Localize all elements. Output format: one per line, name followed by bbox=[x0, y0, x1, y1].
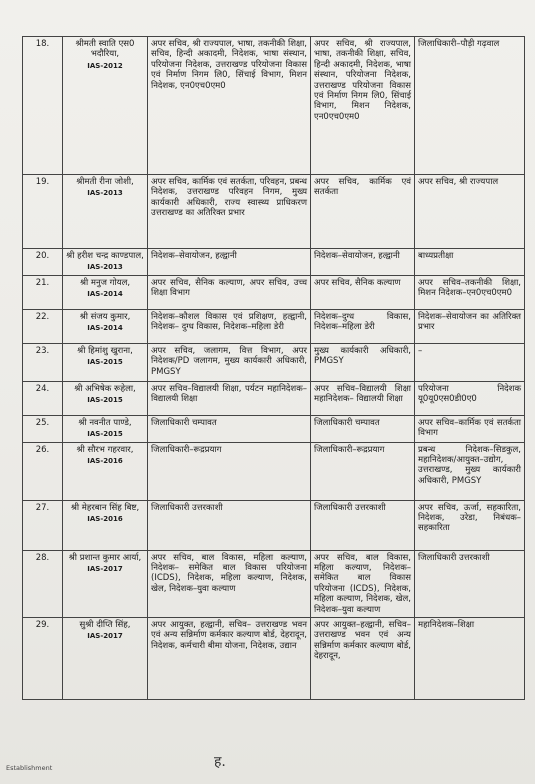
serial-number-cell: 24. bbox=[23, 381, 63, 415]
previous-posting-cell: निदेशक–कौशल विकास एवं प्रशिक्षण, हल्द्वानी, निदेशक– दुग्ध विकास, निदेशक–महिला डेरी bbox=[148, 309, 311, 343]
serial-number-cell: 22. bbox=[23, 309, 63, 343]
serial-number-cell: 20. bbox=[23, 249, 63, 276]
previous-posting-cell: अपर सचिव, बाल विकास, महिला कल्याण, निदेशक– समेकित बाल विकास परियोजना (ICDS), निदेशक, महिला कल्याण, निदेशक, खेल, निदेशक–युवा कल्याण bbox=[148, 550, 311, 617]
current-posting-cell: जिलाधिकारी उत्तरकाशी bbox=[311, 500, 415, 550]
serial-number-cell: 27. bbox=[23, 500, 63, 550]
officer-name-cell bbox=[63, 343, 148, 381]
table-row bbox=[23, 415, 525, 442]
officer-name-cell bbox=[63, 309, 148, 343]
table-row bbox=[23, 500, 525, 550]
officer-name: श्री अभिषेक रूहेला, bbox=[74, 383, 136, 394]
officer-name: श्री संजय कुमार, bbox=[79, 311, 131, 322]
serial-number-cell: 18. bbox=[23, 37, 63, 175]
officer-batch: IAS-2013 bbox=[87, 263, 123, 272]
previous-posting-cell: जिलाधिकारी–रूद्रप्रयाग bbox=[148, 442, 311, 500]
officer-batch: IAS-2016 bbox=[87, 515, 123, 524]
previous-posting-cell: जिलाधिकारी उत्तरकाशी bbox=[148, 500, 311, 550]
officer-name-cell bbox=[63, 442, 148, 500]
previous-posting-cell: अपर सचिव, कार्मिक एवं सतर्कता, परिवहन, प्रबन्ध निदेशक, उत्तराखण्ड परिवहन निगम, मुख्य कार्यकारी अधिकारी, राज्य स्वास्थ्य प्राधिकरण उत्तराखण्ड का अतिरिक्त प्रभार bbox=[148, 175, 311, 249]
current-posting-cell: जिलाधिकारी–रूद्रप्रयाग bbox=[311, 442, 415, 500]
signature-mark: ह. bbox=[214, 754, 226, 770]
serial-number-cell: 26. bbox=[23, 442, 63, 500]
table-row bbox=[23, 442, 525, 500]
officer-batch: IAS-2014 bbox=[87, 324, 123, 333]
officer-name-cell bbox=[63, 249, 148, 276]
current-posting-cell: अपर सचिव, बाल विकास, महिला कल्याण, निदेशक–समेकित बाल विकास परियोजना (ICDS), निदेशक, महिला कल्याण, निदेशक, खेल, निदेशक–युवा कल्याण bbox=[311, 550, 415, 617]
officer-name-cell bbox=[63, 415, 148, 442]
footer-label: Establishment bbox=[6, 764, 53, 772]
officer-batch: IAS-2017 bbox=[87, 632, 123, 641]
new-posting-cell: महानिदेशक–शिक्षा bbox=[415, 618, 525, 700]
new-posting-cell: – bbox=[415, 343, 525, 381]
previous-posting-cell: अपर सचिव, श्री राज्यपाल, भाषा, तकनीकी शिक्षा, सचिव, हिन्दी अकादमी, निदेशक, भाषा संस्थान, परियोजना निदेशक, उत्तराखण्ड परियोजना विकास एवं निर्माण निगम लि0, सिंचाई विभाग, मिशन निदेशक, एन0एच0एम0 bbox=[148, 37, 311, 175]
table-row bbox=[23, 618, 525, 700]
new-posting-cell: जिलाधिकारी–पौड़ी गढ़वाल bbox=[415, 37, 525, 175]
officer-name: श्री मनुज गोयल, bbox=[79, 277, 131, 288]
officer-name: श्रीमती स्वाति एस0 भदौरिया, bbox=[75, 39, 135, 60]
table-row bbox=[23, 381, 525, 415]
officer-name: श्री हिमांशु खुराना, bbox=[77, 345, 133, 356]
serial-number-cell: 25. bbox=[23, 415, 63, 442]
table-row bbox=[23, 37, 525, 175]
table-row bbox=[23, 249, 525, 276]
officer-batch: IAS-2017 bbox=[87, 565, 123, 574]
officer-name: श्री प्रशान्त कुमार आर्या, bbox=[68, 552, 142, 563]
new-posting-cell: परियोजना निदेशक यू0यू0एस0डी0ए0 bbox=[415, 381, 525, 415]
new-posting-cell: अपर सचिव–तकनीकी शिक्षा, मिशन निदेशक–एन0एच0एम0 bbox=[415, 275, 525, 309]
officer-batch: IAS-2015 bbox=[87, 396, 123, 405]
new-posting-cell: अपर सचिव–कार्मिक एवं सतर्कता विभाग bbox=[415, 415, 525, 442]
serial-number-cell: 21. bbox=[23, 275, 63, 309]
officer-name: श्री सौरभ गहरवार, bbox=[76, 444, 134, 455]
officer-name-cell bbox=[63, 618, 148, 700]
previous-posting-cell: जिलाधिकारी चम्पावत bbox=[148, 415, 311, 442]
current-posting-cell: निदेशक–दुग्ध विकास, निदेशक–महिला डेरी bbox=[311, 309, 415, 343]
current-posting-cell: अपर सचिव, कार्मिक एवं सतर्कता bbox=[311, 175, 415, 249]
new-posting-cell: अपर सचिव, ऊर्जा, सहकारिता, निदेशक, उरेडा, निबंधक–सहकारिता bbox=[415, 500, 525, 550]
current-posting-cell: अपर सचिव–विद्यालयी शिक्षा महानिदेशक– विद्यालयी शिक्षा bbox=[311, 381, 415, 415]
current-posting-cell: अपर सचिव, श्री राज्यपाल, भाषा, तकनीकी शिक्षा, सचिव, हिन्दी अकादमी, निदेशक, भाषा संस्थान, परियोजना निदेशक, उत्तराखण्ड परियोजना विकास एवं निर्माण निगम लि0, सिंचाई विभाग, मिशन निदेशक, एन0एच0एम0 bbox=[311, 37, 415, 175]
new-posting-cell: अपर सचिव, श्री राज्यपाल bbox=[415, 175, 525, 249]
officer-name-cell bbox=[63, 37, 148, 175]
table-row bbox=[23, 275, 525, 309]
officer-name-cell bbox=[63, 275, 148, 309]
new-posting-cell: निदेशक–सेवायोजन का अतिरिक्त प्रभार bbox=[415, 309, 525, 343]
table-body bbox=[23, 37, 525, 700]
officer-batch: IAS-2014 bbox=[87, 290, 123, 299]
officer-batch: IAS-2016 bbox=[87, 457, 123, 466]
officer-name-cell bbox=[63, 381, 148, 415]
officer-name: श्री मेहरबान सिंह बिष्ट, bbox=[70, 502, 140, 513]
current-posting-cell: निदेशक–सेवायोजन, हल्द्वानी bbox=[311, 249, 415, 276]
previous-posting-cell: अपर सचिव, जलागम, वित्त विभाग, अपर निदेशक/PD जलागम, मुख्य कार्यकारी अधिकारी, PMGSY bbox=[148, 343, 311, 381]
table-row bbox=[23, 343, 525, 381]
serial-number-cell: 28. bbox=[23, 550, 63, 617]
current-posting-cell: अपर आयुक्त–हल्द्वानी, सचिव–उत्तराखण्ड भवन एवं अन्य सन्निर्माण कर्मकार कल्याण बोर्ड, देहरादून, bbox=[311, 618, 415, 700]
serial-number-cell: 23. bbox=[23, 343, 63, 381]
table-row bbox=[23, 309, 525, 343]
current-posting-cell: मुख्य कार्यकारी अधिकारी, PMGSY bbox=[311, 343, 415, 381]
officer-batch: IAS-2015 bbox=[87, 430, 123, 439]
officer-name-cell bbox=[63, 550, 148, 617]
previous-posting-cell: निदेशक–सेवायोजन, हल्द्वानी bbox=[148, 249, 311, 276]
previous-posting-cell: अपर सचिव, सैनिक कल्याण, अपर सचिव, उच्च शिक्षा विभाग bbox=[148, 275, 311, 309]
table-row bbox=[23, 550, 525, 617]
previous-posting-cell: अपर सचिव–विद्यालयी शिक्षा, पर्यटन महानिदेशक– विद्यालयी शिक्षा bbox=[148, 381, 311, 415]
officer-batch: IAS-2015 bbox=[87, 358, 123, 367]
new-posting-cell: जिलाधिकारी उत्तरकाशी bbox=[415, 550, 525, 617]
previous-posting-cell: अपर आयुक्त, हल्द्वानी, सचिव– उत्तराखण्ड भवन एवं अन्य सन्निर्माण कर्मकार कल्याण बोर्ड, देहरादून, निदेशक, कर्मचारी बीमा योजना, निदेशक, उद्यान bbox=[148, 618, 311, 700]
officer-name: श्री नवनीत पाण्डे, bbox=[78, 417, 132, 428]
table-row bbox=[23, 175, 525, 249]
serial-number-cell: 29. bbox=[23, 618, 63, 700]
officer-name-cell bbox=[63, 175, 148, 249]
officer-name: श्री हरीश चन्द्र काण्डपाल, bbox=[66, 251, 144, 261]
new-posting-cell: प्रबन्ध निदेशक–सिडकुल, महानिदेशक/आयुक्त–उद्योग, उत्तराखण्ड, मुख्य कार्यकारी अधिकारी, PMGSY bbox=[415, 442, 525, 500]
officer-name: सुश्री दीप्ति सिंह, bbox=[79, 620, 131, 631]
officer-name-cell bbox=[63, 500, 148, 550]
current-posting-cell: अपर सचिव, सैनिक कल्याण bbox=[311, 275, 415, 309]
officer-name: श्रीमती रीना जोशी, bbox=[76, 177, 134, 187]
officer-batch: IAS-2012 bbox=[87, 61, 123, 70]
serial-number-cell: 19. bbox=[23, 175, 63, 249]
current-posting-cell: जिलाधिकारी चम्पावत bbox=[311, 415, 415, 442]
new-posting-cell: बाध्यप्रतीक्षा bbox=[415, 249, 525, 276]
transfer-order-table bbox=[22, 36, 525, 700]
officer-batch: IAS-2013 bbox=[87, 189, 123, 198]
